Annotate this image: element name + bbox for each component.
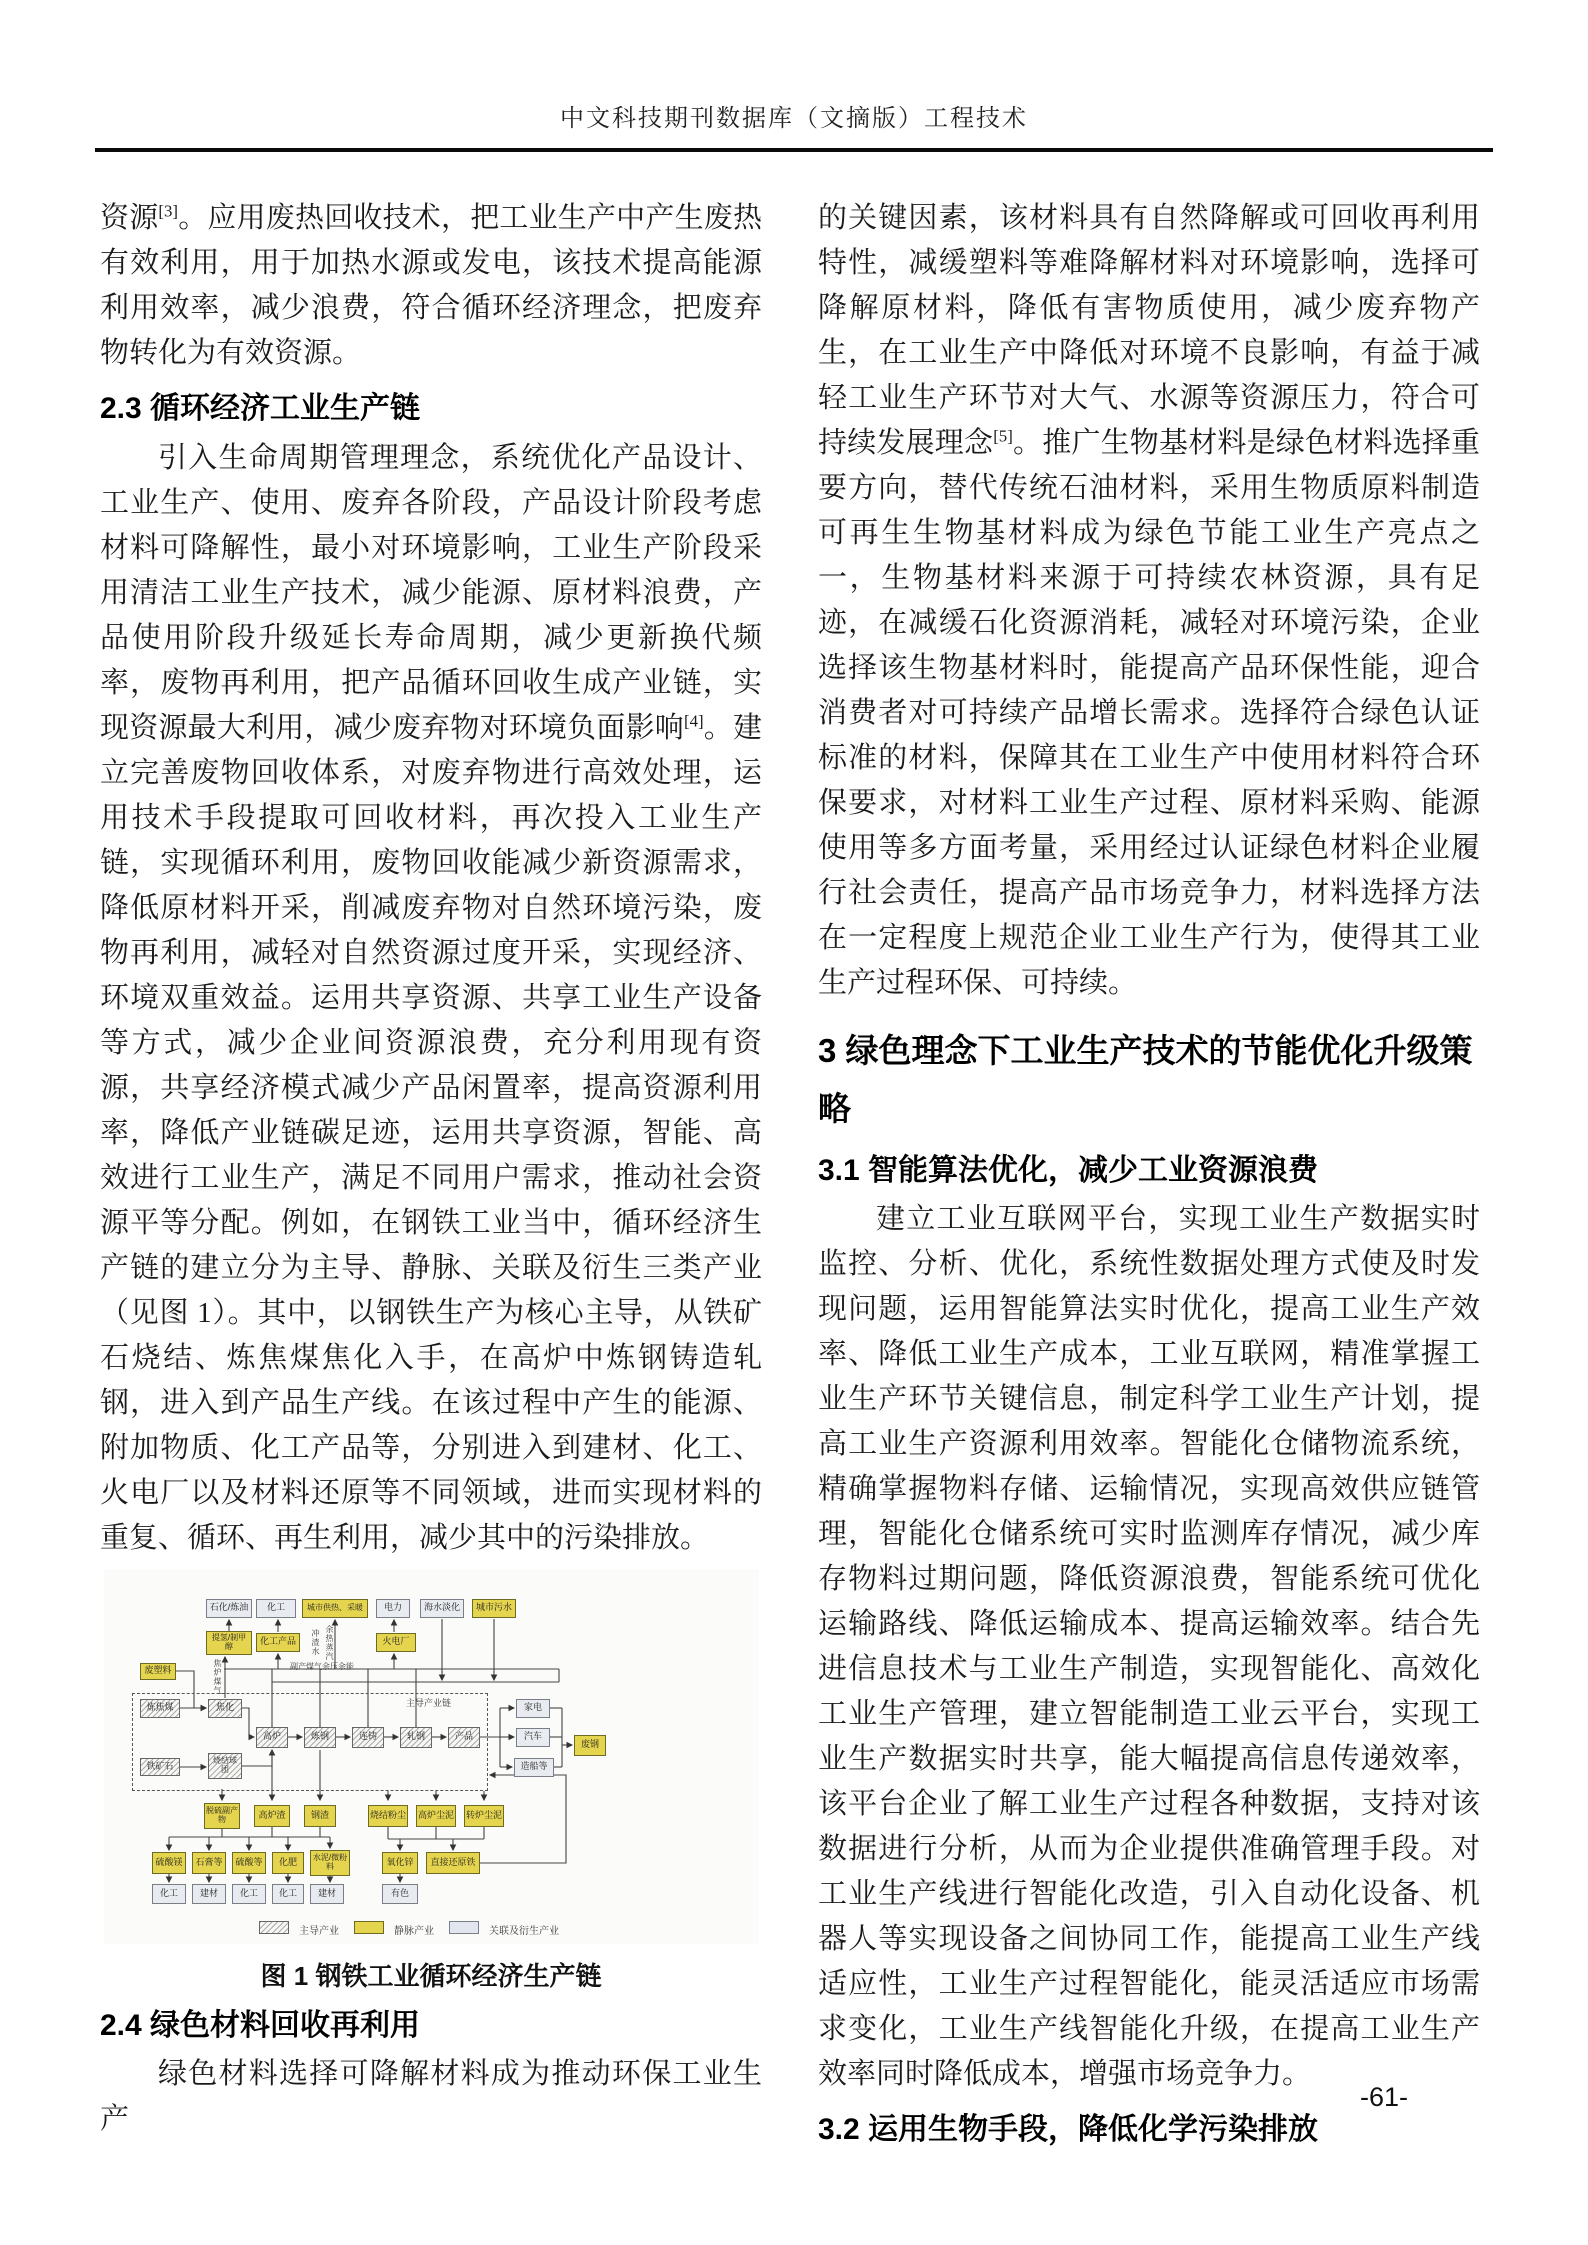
text-run: 资源 xyxy=(100,202,159,234)
node-sulfuric-acid: 硫酸等 xyxy=(232,1852,266,1874)
node-city-sewage: 城市污水 xyxy=(472,1599,516,1618)
figure-1-diagram xyxy=(104,1569,759,1944)
node-iron-ore: 铁矿石 xyxy=(140,1758,180,1776)
node-gypsum: 石膏等 xyxy=(192,1852,226,1874)
text-run: 。建立完善废物回收体系，对废弃物进行高效处理，运用技术手段提取可回收材料，再次投入工业生产链，实现循环利用，废物回收能减少新资源需求，降低原材料开采，削减废弃物对自然环境污染，废物再利用，减轻对自然资源过度开采，实现经济、环境双重效益。运用共享资源、共享工业生产设备等方式，减少企业间资源浪费，充分利用现有资源，共享经济模式减少产品闲置率，提高资源利用率，降低产业链碳足迹，运用共享资源，智能、高效进行工业生产，满足不同用户需求，推动社会资源平等分配。例如，在钢铁工业当中，循环经济生产链的建立分为主导、静脉、关联及衍生三类产业（见图 1）。其中，以钢铁生产为核心主导，从铁矿石烧结、炼焦煤焦化入手，在高炉中炼钢铸造轧钢，进入到产品生产线。在该过程中产生的能源、附加物质、化工产品等，分别进入到建材、化工、火电厂以及材料还原等不同领域，进而实现材料的重复、循环、再生利用，减少其中的污染排放。 xyxy=(100,711,762,1554)
node-cement-micropowder: 水泥/微粉料 xyxy=(310,1850,350,1876)
node-chemical-3: 化工 xyxy=(272,1884,304,1904)
node-chemical-1: 化工 xyxy=(152,1884,186,1904)
paragraph-degradable xyxy=(818,196,1480,1006)
ref-marker-4: [4] xyxy=(683,710,704,730)
node-converter-dust-sludge: 转炉尘泥 xyxy=(464,1805,504,1827)
node-chemical-top: 化工 xyxy=(256,1599,296,1618)
main-chain-label: 主导产业链 xyxy=(406,1697,452,1708)
left-column xyxy=(100,196,762,2142)
legend-label-related-industry: 关联及衍生产业 xyxy=(489,1925,559,1937)
node-building-material-2: 建材 xyxy=(310,1884,344,1904)
legend-swatch-vein-industry xyxy=(354,1921,384,1934)
paragraph-industrial-internet: 建立工业互联网平台，实现工业生产数据实时监控、分析、优化，系统性数据处理方式使及时发现问题，运用智能算法实时优化，提高工业生产效率、降低工业生产成本，工业互联网，精准掌握工业生产环节关键信息，制定科学工业生产计划，提高工业生产资源利用效率。智能化仓储物流系统，精确掌握物料存储、运输情况，实现高效供应链管理，智能化仓储系统可实时监测库存情况，减少库存物料过期问题，降低资源浪费，智能系统可优化运输路线、降低运输成本、提高运输效率。结合先进信息技术与工业生产制造，实现智能化、高效化工业生产管理，建立智能制造工业云平台，实现工业生产数据实时共享，能大幅提高信息传递效率，该平台企业了解工业生产过程各种数据，支持对该数据进行分析，从而为企业提供准确管理手段。对工业生产线进行智能化改造，引入自动化设备、机器人等实现设备之间协同工作，能提高工业生产线适应性，工业生产过程智能化，能灵活适应市场需求变化，工业生产线智能化升级，在提高工业生产效率同时降低成本，增强市场竞争力。 xyxy=(818,1203,1480,2090)
node-steelmaking: 炼钢 xyxy=(304,1727,336,1748)
text-run: 引入生命周期管理理念，系统优化产品设计、工业生产、使用、废弃各阶段，产品设计阶段考虑材料可降解性，最小对环境影响，工业生产阶段采用清洁工业生产技术，减少能源、原材料浪费，产品使用阶段升级延长寿命周期，减少更新换代频率，废物再利用，把产品循环回收生成产业链，实现资源最大利用，减少废弃物对环境负面影响 xyxy=(100,441,762,744)
node-building-material-1: 建材 xyxy=(192,1884,226,1904)
legend-swatch-main-industry xyxy=(259,1921,289,1934)
journal-header: 中文科技期刊数据库（文摘版）工程技术 xyxy=(560,106,1028,132)
text-run: 。应用废热回收技术，把工业生产中产生废热有效利用，用于加热水源或发电，该技术提高能源利用效率，减少浪费，符合循环经济理念，把废弃物转化为有效资源。 xyxy=(100,202,762,369)
node-waste-plastic: 废塑料 xyxy=(140,1663,176,1680)
node-direct-reduced-iron: 直接还原铁 xyxy=(426,1852,480,1874)
node-petrochemical: 石化/炼油 xyxy=(206,1599,252,1618)
label-slag-flushing-water: 冲渣水 xyxy=(311,1628,320,1656)
paragraph-waste-heat xyxy=(100,196,762,376)
node-home-appliance: 家电 xyxy=(516,1699,550,1718)
node-bf-dust-sludge: 高炉尘泥 xyxy=(416,1805,456,1827)
label-waste-heat-steam: 余热蒸汽 xyxy=(325,1624,334,1661)
legend-label-vein-industry: 静脉产业 xyxy=(394,1925,434,1937)
ref-marker-5: [5] xyxy=(993,426,1013,446)
label-coke-oven-gas: 焦炉煤气 xyxy=(213,1658,222,1695)
right-column xyxy=(818,196,1480,2157)
node-coking: 焦化 xyxy=(208,1699,242,1718)
node-product: 产品 xyxy=(448,1727,480,1748)
paragraph-lifecycle xyxy=(100,436,762,1561)
node-nonferrous: 有色 xyxy=(382,1884,418,1904)
node-blast-furnace: 高炉 xyxy=(256,1727,288,1748)
node-automobile: 汽车 xyxy=(516,1728,550,1747)
figure-1-caption: 图 1 钢铁工业循环经济生产链 xyxy=(260,1960,602,1991)
node-zinc-oxide: 氧化锌 xyxy=(382,1852,418,1874)
node-continuous-casting: 连铸 xyxy=(352,1727,384,1748)
node-electricity: 电力 xyxy=(376,1599,410,1618)
legend-label-main-industry: 主导产业 xyxy=(299,1925,339,1937)
node-hydrogen-methanol: 提氢/制甲醇 xyxy=(206,1631,252,1655)
node-steel-slag: 钢渣 xyxy=(304,1805,336,1827)
page-number: -61- xyxy=(1360,2082,1409,2112)
text-run: 。推广生物基材料是绿色材料选择重要方向，替代传统石油材料，采用生物质原料制造可再生生物基材料成为绿色节能工业生产亮点之一，生物基材料来源于可持续农林资源，具有足迹，在减缓石化资源消耗，减轻对环境污染，企业选择该生物基材料时，能提高产品环保性能，迎合消费者对可持续产品增长需求。选择符合绿色认证标准的材料，保障其在工业生产中使用材料符合环保要求，对材料工业生产过程、原材料采购、能源使用等多方面考量，采用经过认证绿色材料企业履行社会责任，提高产品市场竞争力，材料选择方法在一定程度上规范企业工业生产行为，使得其工业生产过程环保、可持续。 xyxy=(818,427,1480,999)
heading-3-2: 3.2 运用生物手段，降低化学污染排放 xyxy=(818,2113,1319,2146)
node-sintering-dust: 烧结粉尘 xyxy=(368,1805,408,1827)
node-fertilizer: 化肥 xyxy=(272,1852,304,1874)
heading-2-3: 2.3 循环经济工业生产链 xyxy=(100,392,421,425)
node-blast-furnace-slag: 高炉渣 xyxy=(254,1805,290,1827)
node-magnesium-sulfate: 硫酸镁 xyxy=(152,1852,186,1874)
node-sintering-pellet: 烧结球团 xyxy=(208,1753,242,1779)
legend-swatch-related-industry xyxy=(449,1921,479,1934)
node-chemical-2: 化工 xyxy=(232,1884,266,1904)
node-desulfurization-byproduct: 脱硫副产物 xyxy=(204,1803,240,1829)
node-desalination: 海水淡化 xyxy=(420,1599,464,1618)
node-city-heating: 城市供热、采暖 xyxy=(302,1599,368,1618)
heading-3-1: 3.1 智能算法优化，减少工业资源浪费 xyxy=(818,1153,1319,1187)
node-chemical-products: 化工产品 xyxy=(256,1633,300,1652)
node-coking-coal: 炼焦煤 xyxy=(140,1699,180,1718)
node-shipbuilding: 造船等 xyxy=(514,1758,554,1777)
heading-2-4: 2.4 绿色材料回收再利用 xyxy=(100,2008,421,2042)
node-scrap-steel: 废钢 xyxy=(574,1735,606,1756)
node-thermal-power-plant: 火电厂 xyxy=(376,1633,416,1652)
heading-3: 3 绿色理念下工业生产技术的节能优化升级策略 xyxy=(818,1032,1473,1127)
label-byproduct-gas: 副产煤气余压余能 xyxy=(290,1661,354,1671)
paragraph-green-material: 绿色材料选择可降解材料成为推动环保工业生产 xyxy=(100,2058,762,2135)
ref-marker-3: [3] xyxy=(158,201,179,221)
node-rolling: 轧钢 xyxy=(400,1727,432,1748)
header-rule xyxy=(95,148,1493,152)
text-run: 的关键因素，该材料具有自然降解或可回收再利用特性，减缓塑料等难降解材料对环境影响，选择可降解原材料，降低有害物质使用，减少废弃物产生，在工业生产中降低对环境不良影响，有益于减轻工业生产环节对大气、水源等资源压力，符合可持续发展理念 xyxy=(818,202,1480,459)
